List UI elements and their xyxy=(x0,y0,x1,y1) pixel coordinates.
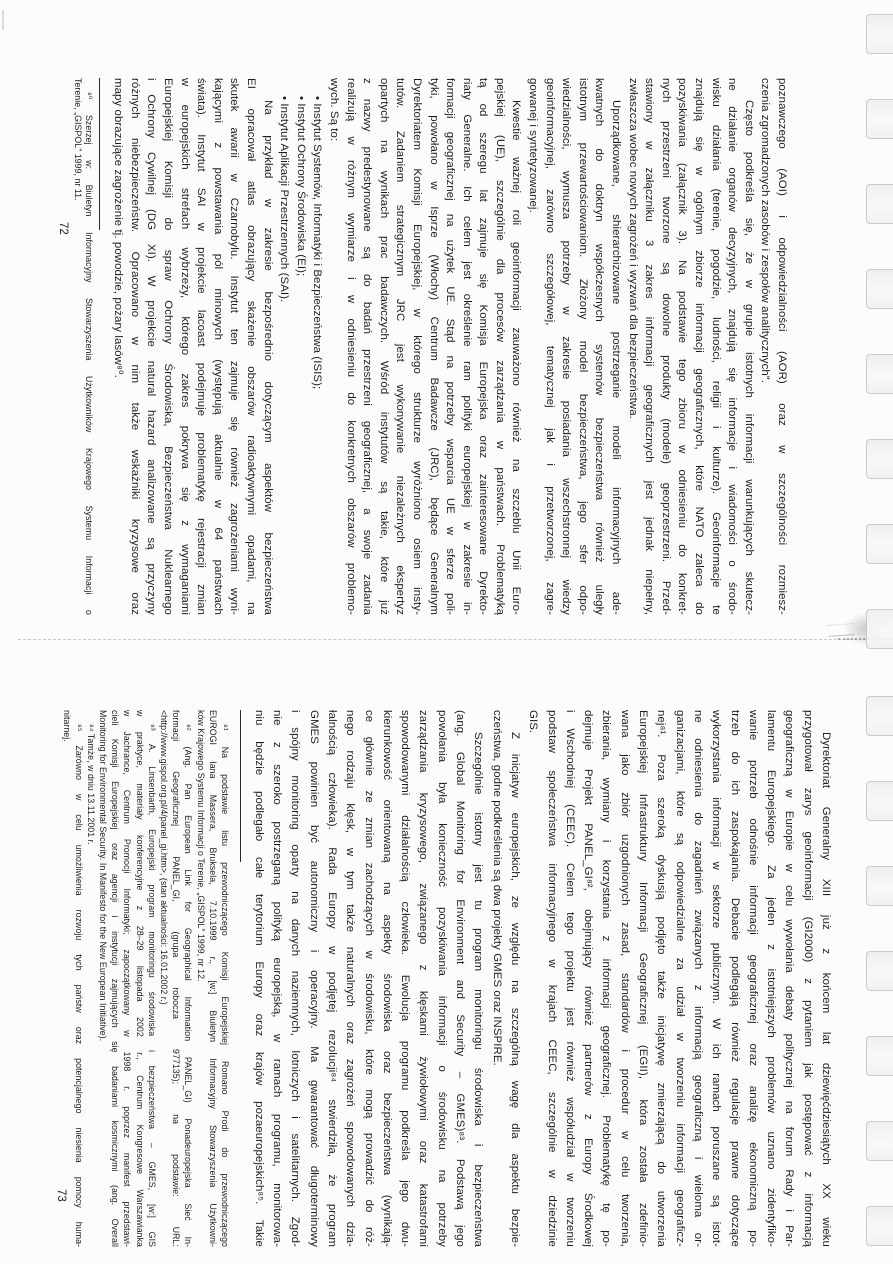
text-line: czenia zgromadzonych zasobów i zespołów analitycznych”. xyxy=(759,78,772,383)
binding-hole-mark xyxy=(866,1036,893,1076)
text-line: • Instytut Aplikacji Przestrzennych (SAI). xyxy=(278,96,291,303)
text-line: nego rodzaju klęsk, w tym także naturalnych oraz zagrożeń spowodowanych dzia- xyxy=(344,710,357,1247)
footnote-line: formacji Geograficznej PANEL_GI, (grupa robocza 977135); na podstawie: URL: xyxy=(171,710,182,1247)
text-line: • Instytut Ochrony Środowiska (EI); xyxy=(294,96,307,277)
binding-hole-mark xyxy=(866,1121,893,1161)
text-line: wisku działania (terenie, pogodzie, ludności, religii i kulturze). Geoinformacje te xyxy=(709,78,722,615)
text-line: Kwestie ważnej roli geoinformacji zauważono również na szczeblu Unii Euro- xyxy=(510,100,523,615)
text-line: tyki, powołano w Isprze (Włochy) Centrum Badawcze (JRC), będące Generalnym xyxy=(427,78,440,615)
footnote-line: ⁸⁰ Szerzej w: Biuletyn Informacyjny Stowarzyszenia Użytkowników Krajowego Systemu Informacji o xyxy=(84,92,94,615)
text-line: GMES powinien być autonomiczny i operacyjny. Ma gwarantować długoterminowy xyxy=(307,710,320,1247)
text-line: kierunkowość orientowaną na aspekty środowiska oraz bezpieczeństwa (wynikają- xyxy=(380,710,393,1247)
text-line: i spójny monitoring oparty na danych naziemnych, lotniczych i satelitarnych. Zgod- xyxy=(289,710,302,1247)
footnote-separator xyxy=(99,78,100,230)
text-line: tą od szeregu lat zajmuje się Komisja Europejska oraz zainteresowane Dyrekto- xyxy=(477,78,490,615)
text-line: łalnością człowieka). Rada Europy w podjętej rezolucji⁸⁴ stwierdziła, że program xyxy=(325,710,338,1247)
text-line: ganizacjami, które są odpowiedzialne za udział w tworzeniu informacji geograficz- xyxy=(673,710,686,1247)
text-line: nie z szeroko postrzeganą polityką europejską, w ramach programu, monitorowa- xyxy=(271,710,284,1247)
footnote-line: Monitoring for Environmental Security. In Manifesto for the New European Initiative). xyxy=(98,710,109,1042)
footnote-line: nitarnej. xyxy=(61,710,72,742)
text-line: i Ochrony Cywilnej (DG XI). W projekcie natural hazard analizowane są przyczyny xyxy=(145,78,158,615)
binding-hole-mark xyxy=(866,609,893,649)
text-line: istotnym przewartościowaniom. Złożony model bezpieczeństwa, jego sfer odpo- xyxy=(576,78,589,615)
footnote-line: ⁸² (Ang. Pan European Link for Geographical Information PANEL_GI) Ponadeuropejska Sieć In- xyxy=(183,724,194,1247)
text-line: lamentu Europejskiego. Za jeden z istotniejszych problemów uznano zidentyfiko- xyxy=(765,710,778,1247)
text-line: przygotował zarys geoinformacji (GI2000) z pytaniem jak postępować z informacją xyxy=(801,710,814,1247)
footnote-line: <http://www.gispol.org.pl/4/panel_gi.htm>, (stan aktualności: 16.01.2002 r.) xyxy=(159,710,170,1005)
text-line: różnych niebezpieczeństw. Opracowano w nim także wskaźniki kryzysowe oraz xyxy=(128,78,141,615)
text-line: riaty Generalne. Ich celem jest określenie ram polityki europejskiej w zakresie in- xyxy=(460,78,473,615)
scan-scratch-mark xyxy=(828,623,855,637)
text-line: wykorzystania informacji w sektorze publicznym. W ich ramach poruszane są istot- xyxy=(710,710,723,1247)
page-edge-tick xyxy=(2,10,4,30)
binding-hole-mark xyxy=(866,866,893,906)
text-line: wanie potrzeb odnośnie informacji geograficznej oraz analizę ekonomiczną po- xyxy=(746,710,759,1247)
text-line: powołania była konieczność pozyskiwania informacji o środowisku na potrzeby xyxy=(435,710,448,1247)
text-line: pejskiej (UE), szczególnie dla procesów zarządzania w państwach. Problematyką xyxy=(493,78,506,615)
text-line: świata). Instytut SAI w projekcie lacoast podejmuje problematykę rejestracji zmian xyxy=(195,78,208,615)
text-line: realizują w różnym wymiarze i w odniesieniu do konkretnych obszarów problemo- xyxy=(344,78,357,615)
text-line: GIS. xyxy=(527,710,540,734)
binding-hole-mark xyxy=(866,14,893,54)
text-line: zbierania, wymiany i korzystania z informacji geograficznej. Problematykę tę po- xyxy=(600,710,613,1247)
text-line: opartych na wynikach prac badawczych. Wśród instytutów są takie, które już xyxy=(377,78,390,615)
scanned-page-73 xyxy=(0,632,893,1264)
text-line: wana jako zbiór uzgodnionych zasad, standardów i procedur w celu tworzenia, xyxy=(618,710,631,1247)
footnote-line: EUROGI Iana Massera, Bruksela, 7.10.1999 r., [w:] Biuletyn Informacyjny Stowarzyszenia Użytkowni- xyxy=(207,710,218,1247)
text-line: niu będzie podlegało całe terytorium Europy oraz krajów pozaeuropejskich⁸⁵. Takie xyxy=(252,710,265,1247)
binding-hole-mark xyxy=(866,99,893,139)
footnote-line: w praktyce, materiały konferencyjne z 28–29 listopada 2002 r., Centrum Kongresowe Warszawianka xyxy=(134,710,145,1247)
footnote-line: ⁸⁵ Zarówno w celu umożliwienia rozwoju tych państw oraz potencjalnego niesienia pomocy huma- xyxy=(73,724,84,1247)
text-line: Szczególnie istotny jest tu program monitoringu środowiska i bezpieczeństwa xyxy=(472,732,485,1247)
text-line: czeństwa, godne podkreślenia są dwa projekty GMES oraz INSPIRE. xyxy=(490,710,503,1066)
text-line: ce głównie ze zmian zachodzących w środowisku, które mogą prowadzić do róż- xyxy=(362,710,375,1247)
text-line: nej⁸¹. Poza szeroką dyskusją podjęto także inicjatywę zmierzającą do utworzenia xyxy=(655,710,668,1247)
text-line: Dyrektoriat Generalny XIII już z końcem lat dziewięćdziesiątych XX wieku xyxy=(820,732,832,1247)
page-number: 72 xyxy=(57,222,69,235)
text-line: (ang. Global Monitoring for Environment and Security – GMES)⁸³. Podstawą jego xyxy=(454,710,467,1247)
binding-hole-mark xyxy=(866,269,893,309)
text-line: podstaw społeczeństwa informacyjnego w krajach CEEC, szczególnie w dziedzinie xyxy=(545,710,558,1247)
text-line: wych. Są to: xyxy=(327,78,340,142)
text-line: gowanej i syntetyzowanej. xyxy=(527,78,540,213)
text-line: Często podkreśla się, że w grupie istotnych informacji warunkujących skutecz- xyxy=(742,100,755,615)
binding-hole-mark xyxy=(866,951,893,991)
page-number: 73 xyxy=(55,1189,67,1202)
text-line: formacji geograficznej na użytek UE. Stąd na potrzeby wsparcia UE w sferze poli- xyxy=(444,78,457,615)
text-line: znajdują się w ogólnym zbiorze informacji geograficznych, które NATO zaleca do xyxy=(693,78,706,615)
binding-hole-mark xyxy=(866,1206,893,1246)
text-line: • Instytut Systemów, Informatyki i Bezpieczeństwa (ISIS); xyxy=(311,96,324,390)
text-line: i Wschodniej (CEEC). Celem tego projektu jest również współudział w tworzeniu xyxy=(563,710,576,1247)
text-line: kającymi z powstawania pól minowych (występują aktualnie w 64 państwach xyxy=(211,78,224,615)
text-line: nych przestrzeni tworzone są dowolne produkty (modele) geoprzestrzeni. Przed- xyxy=(659,78,672,615)
text-line: mapy obrazujące zagrożenie tj. powodzie, pożary lasów⁸⁰. xyxy=(112,78,125,378)
text-line: z nazwy predestynowane są do badań przestrzeni geograficznej, a swoje zadania xyxy=(361,78,374,615)
footnote-line: ⁸⁴ Tamże, w dniu 13.11.2001 r. xyxy=(85,724,96,845)
binding-hole-mark xyxy=(866,439,893,479)
text-line: ne odniesienia do zagadnień związanych z informacją geograficzną i wieloma or- xyxy=(691,710,704,1247)
page-73-text-column xyxy=(250,710,836,1247)
text-line: zwłaszcza wobec nowych zagrożeń i wyzwań dla bezpieczeństwa. xyxy=(626,78,639,419)
binding-hole-mark xyxy=(866,781,893,821)
text-line: Uporządkowane, shierarchizowane postrzeganie modeli informacyjnych ade- xyxy=(610,100,623,615)
footnote-line: w Jachrance, Centrum Promocji Informatyki; zapoczątkowany w 1998 r. poprzez manifest przedstawi- xyxy=(122,710,133,1247)
footnote-line: Terenie, „GISPOL” 1999, nr 11. xyxy=(73,78,83,201)
text-line: tutów. Zadaniem strategicznym JRC jest wykonywanie niezależnych ekspertyz xyxy=(394,78,407,615)
text-line: kwatnych do doktryn współczesnych systemów bezpieczeństwa również uległy xyxy=(593,78,606,615)
text-line: zarządzania kryzysowego, związanego z klęskami żywiołowymi oraz katastrofami xyxy=(417,710,430,1247)
text-line: Na przykład w zakresie bezpośrednio dotyczącym aspektów bezpieczeństwa xyxy=(261,100,274,615)
text-line: poznawczego (AOI) i odpowiedzialności (AOR) oraz w szczególności rozmiesz- xyxy=(776,78,788,615)
page-72-footnotes xyxy=(72,78,94,615)
text-line: skutek awarii w Czarnobylu. Instytut ten zajmuje się również zagrożeniami wyni- xyxy=(228,78,241,615)
text-line: Europejskiej Komisji do spraw Ochrony Środowiska, Bezpieczeństwa Nuklearnego xyxy=(162,78,175,615)
footnote-line: ⁸³ A. Linsenbarth, Europejski program monitoringu środowiska i bezpieczeństwa – GMES, [w:] GIS xyxy=(146,724,157,1247)
page-72-text-column xyxy=(110,78,790,615)
text-line: ne działanie organów decyzyjnych, znajdują się informacje i wiadomości o środo- xyxy=(726,78,739,615)
text-line: Europejskiej Infrastruktury Informacji Geograficznej (EGII), która została zdefinio- xyxy=(637,710,650,1247)
text-line: stawiony w załączniku 3 zakres informacji geograficznych jest jednak niepełny, xyxy=(643,78,656,615)
text-line: trzeb do ich zaspokajania. Debacie podlegają również regulacje prawne dotyczące xyxy=(728,710,741,1247)
text-line: wiedzialności, wymusza potrzeby w zakresie posiadania wszechstronnej wiedzy xyxy=(560,78,573,615)
binding-hole-mark xyxy=(866,696,893,736)
binding-hole-mark xyxy=(866,184,893,224)
footnote-line: cieli Komisji Europejskiej oraz agencji i instytucji zajmujących się badaniami kosmicznymi (ang. Overall xyxy=(110,710,121,1247)
text-line: Dyrektoriatem Komisji Europejskiej, w którego strukturze wyróżniono osiem insty- xyxy=(410,78,423,615)
text-line: EI opracował atlas obrazujący skażenie obszarów radioaktywnymi opadami, na xyxy=(245,78,257,615)
text-line: w europejskich strefach wybrzeży, którego zakres pokrywa się z wymaganiami xyxy=(178,78,191,615)
footnote-separator xyxy=(240,710,241,862)
binding-hole-mark xyxy=(866,524,893,564)
text-line: spowodowanymi działalnością człowieka. Ewolucja programu podkreśla jego dwu- xyxy=(399,710,412,1247)
footnote-line: ⁸¹ Na podstawie listu przewodniczącego Komisji Europejskiej Romano Prodi do przewodniczącego xyxy=(220,724,230,1247)
text-line: geoinformacyjnej, zarówno szczegółowej, tematycznej jak i przetworzonej, zagre- xyxy=(543,78,556,615)
footnote-line: ków Krajowego Systemu Informacji o Terenie, „GISPOL” 1999, nr 12. xyxy=(195,710,206,982)
text-line: geograficzną w Europie w celu wywołania debaty politycznej na forum Rady i Par- xyxy=(783,710,796,1247)
page-fold-dashed-line xyxy=(18,639,892,640)
binding-hole-mark xyxy=(866,354,893,394)
page-73-footnotes xyxy=(60,710,231,1247)
text-line: Z inicjatyw europejskich, ze względu na szczególną wagę dla aspektu bezpie- xyxy=(508,732,521,1247)
text-line: dejmuje Projekt PANEL_GI⁸², obejmujący również partnerów z Europy Środkowej xyxy=(582,710,595,1247)
text-line: pozyskiwania (załącznik 3). Na podstawie tego zbioru w odniesieniu do konkret- xyxy=(676,78,689,615)
